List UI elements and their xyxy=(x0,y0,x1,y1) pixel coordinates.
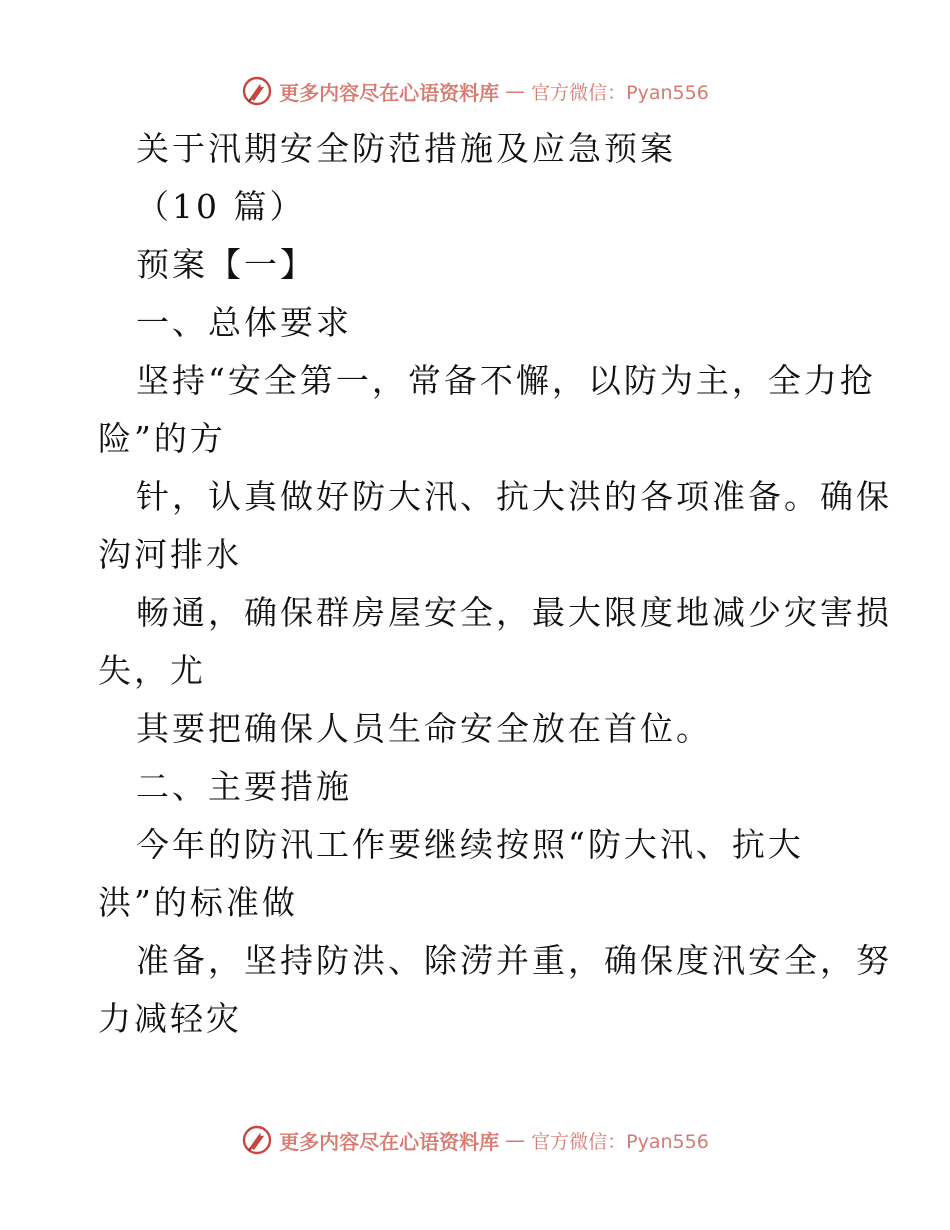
watermark-site-text: 更多内容尽在心语资料库 xyxy=(279,1129,500,1154)
paragraph-line: 失，尤 xyxy=(98,651,206,690)
subsection-heading: 一、总体要求 xyxy=(136,303,352,342)
header-watermark xyxy=(0,71,950,111)
watermark-dash: — xyxy=(505,79,526,103)
document-subtitle: （10 篇） xyxy=(136,187,306,226)
paragraph-line: 洪”的标准做 xyxy=(98,883,298,922)
paragraph-line: 力减轻灾 xyxy=(98,999,242,1038)
watermark-dash: — xyxy=(505,1128,526,1152)
paragraph-line: 针，认真做好防大汛、抗大洪的各项准备。确保 xyxy=(136,477,892,516)
paragraph-line: 坚持“安全第一，常备不懈，以防为主，全力抢 xyxy=(136,361,876,400)
paragraph-line: 准备，坚持防洪、除涝并重，确保度汛安全，努 xyxy=(136,941,892,980)
section-heading: 预案【一】 xyxy=(136,245,316,284)
footer-watermark xyxy=(0,1120,950,1160)
pen-logo-icon xyxy=(241,75,273,107)
watermark-site-text: 更多内容尽在心语资料库 xyxy=(279,80,500,105)
pen-logo-icon xyxy=(241,1124,273,1156)
document-body xyxy=(98,120,892,1048)
paragraph-line: 险”的方 xyxy=(98,419,226,458)
watermark-wechat-text: 官方微信：Pyan556 xyxy=(531,1130,709,1153)
watermark-wechat-text: 官方微信：Pyan556 xyxy=(531,81,709,104)
paragraph-line: 今年的防汛工作要继续按照“防大汛、抗大 xyxy=(136,825,804,864)
paragraph-line: 畅通，确保群房屋安全，最大限度地减少灾害损 xyxy=(136,593,892,632)
paragraph-line: 其要把确保人员生命安全放在首位。 xyxy=(136,709,712,748)
paragraph-line: 沟河排水 xyxy=(98,535,242,574)
document-title: 关于汛期安全防范措施及应急预案 xyxy=(136,129,676,168)
subsection-heading: 二、主要措施 xyxy=(136,767,352,806)
